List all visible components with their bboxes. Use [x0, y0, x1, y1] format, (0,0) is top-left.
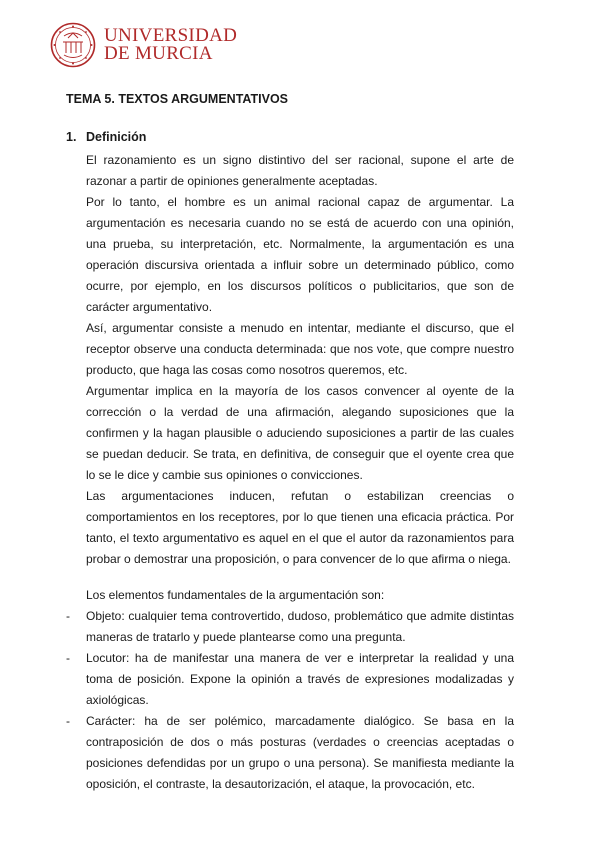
university-logo [50, 22, 237, 68]
section-title: Definición [86, 130, 147, 144]
bullet-marker: - [66, 714, 70, 728]
bullet-marker: - [66, 651, 70, 665]
paragraph: Por lo tanto, el hombre es un animal racional capaz de argumentar. La argumentación es necesaria cuando no se está de acuerdo con una opinión, una prueba, su interpretación, etc. Normalmente, la argumentación es una operación discursiva orientada a influir sobre un determinado público, como ocurre, por ejemplo, en los discursos políticos o publicitarios, que son de carácter argumentativo. [86, 195, 514, 314]
paragraph: Las argumentaciones inducen, refutan o estabilizan creencias o comportamientos en los receptores, por lo que tienen una eficacia práctica. Por tanto, el texto argumentativo es aquel en el que el autor da razonamientos para probar o demostrar una proposición, o para convencer de lo que afirma o niega. [86, 489, 514, 566]
university-name [104, 27, 237, 63]
university-name-line2: DE MURCIA [104, 43, 213, 64]
elements-intro: Los elementos fundamentales de la argumentación son: [86, 588, 385, 602]
list-item [66, 711, 514, 795]
list-item-text: Objeto: cualquier tema controvertido, dudoso, problemático que admite distintas maneras de tratarlo y puede plantearse como una pregunta. [86, 609, 514, 644]
definition-body [86, 150, 514, 570]
elements-list [66, 606, 514, 795]
paragraph: Así, argumentar consiste a menudo en intentar, mediante el discurso, que el receptor observe una conducta determinada: que nos vote, que compre nuestro producto, que haga las cosas como nosotros queremos, etc. [86, 321, 514, 377]
list-item-text: Carácter: ha de ser polémico, marcadamente dialógico. Se basa en la contraposición de dos o más posturas (verdades o creencias aceptadas o posiciones defendidas por un grupo o una persona). Se manifiesta mediante la oposición, el contraste, la desautorización, el ataque, la provocación, etc. [86, 714, 514, 791]
list-item [66, 606, 514, 648]
paragraph: Argumentar implica en la mayoría de los casos convencer al oyente de la corrección o la verdad de una afirmación, alegando suposiciones que la confirmen y la hagan plausible o aduciendo suposiciones a partir de las cuales se puedan deducir. Se trata, en definitiva, de conseguir que el oyente crea que lo se le dice y cambie sus opiniones o convicciones. [86, 384, 514, 482]
paragraph: El razonamiento es un signo distintivo del ser racional, supone el arte de razonar a partir de opiniones generalmente aceptadas. [86, 153, 514, 188]
list-item-text: Locutor: ha de manifestar una manera de ver e interpretar la realidad y una toma de posición. Expone la opinión a través de expresiones modalizadas y axiológicas. [86, 651, 514, 707]
university-seal-icon [50, 22, 96, 68]
list-item [66, 648, 514, 711]
section-number: 1. [66, 130, 77, 144]
document-title: TEMA 5. TEXTOS ARGUMENTATIVOS [66, 92, 289, 106]
bullet-marker: - [66, 609, 70, 623]
section-heading [66, 130, 146, 144]
university-name-line1: UNIVERSIDAD [104, 25, 238, 46]
